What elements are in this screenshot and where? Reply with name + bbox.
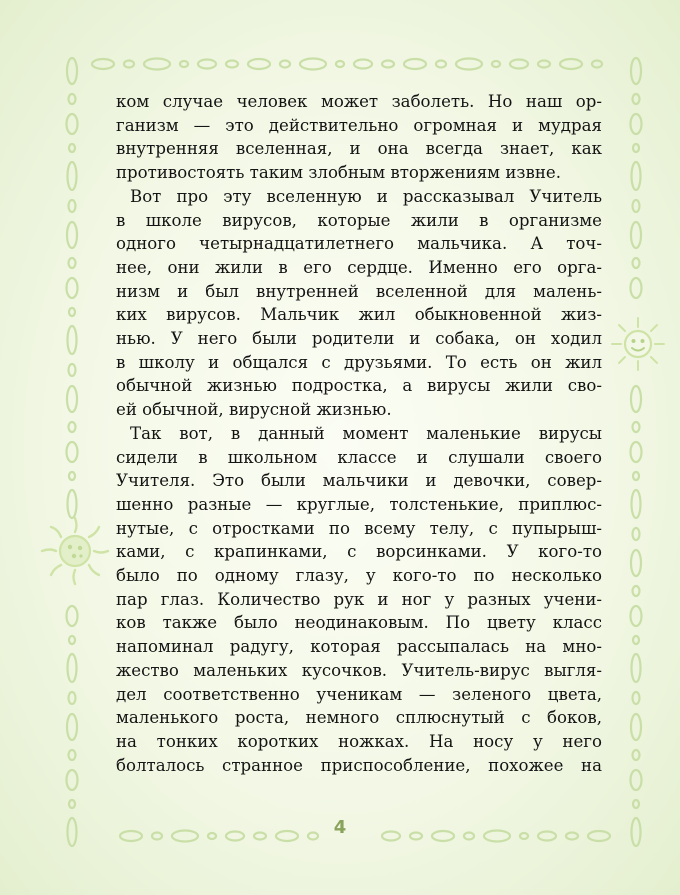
text-line: напоминал радугу, которая рассыпалась на мно- — [116, 637, 602, 657]
border-bead — [300, 59, 326, 70]
border-bead — [92, 59, 114, 69]
border-bead — [280, 61, 290, 68]
text-line: в школе вирусов, которые жили в организме — [116, 210, 602, 230]
text-line: жество маленьких кусочков. Учитель-вирус выгля- — [116, 660, 602, 680]
border-bead — [632, 162, 641, 190]
text-line: шенно разные — круглые, толстенькие, приплюс- — [116, 494, 602, 514]
border-bead — [633, 144, 639, 152]
border-bead — [633, 94, 640, 104]
text-line: противостоять таким злобным вторжениям извне. — [116, 163, 561, 183]
border-bead — [69, 800, 75, 808]
border-bead — [67, 770, 78, 790]
border-bead — [631, 278, 642, 298]
paragraph-2 — [116, 185, 602, 422]
paragraph-3 — [116, 422, 602, 778]
border-bead — [68, 654, 77, 682]
page-number: 4 — [333, 817, 347, 838]
border-bead — [633, 472, 639, 480]
text-line: низм и был внутренней вселенной для малень- — [116, 281, 602, 301]
border-bead — [69, 308, 75, 316]
text-line: дел соответственно ученикам — зеленого цвета, — [116, 684, 602, 704]
border-bead — [404, 59, 426, 69]
text-line: пар глаз. Количество рук и ног у разных учени- — [116, 589, 602, 609]
border-bead — [69, 750, 76, 760]
border-bead — [180, 61, 188, 67]
border-bead — [631, 386, 641, 412]
text-line: одного четырнадцатилетнего мальчика. А точ- — [116, 234, 602, 254]
border-bead — [633, 692, 640, 704]
text-line: ками, с крапинками, с ворсинками. У кого-то — [116, 542, 602, 562]
border-bead — [436, 61, 446, 68]
text-line: на тонких коротких ножках. На носу у него — [116, 731, 602, 751]
border-bead — [69, 422, 76, 432]
border-bead — [67, 114, 78, 134]
text-line: обычной жизнью подростка, а вирусы жили сво- — [116, 376, 602, 396]
border-bead — [144, 59, 170, 70]
text-line: Учителя. Это были мальчики и девочки, совер- — [116, 471, 602, 491]
text-line: ей обычной, вирусной жизнью. — [116, 400, 392, 420]
border-bead — [560, 59, 582, 69]
border-bead — [631, 714, 641, 740]
text-line: болталось странное приспособление, похожее на — [116, 755, 602, 775]
border-bead — [68, 162, 77, 190]
border-bead — [592, 61, 602, 68]
border-bead — [631, 770, 642, 790]
border-bead — [226, 61, 238, 68]
border-bead — [67, 278, 78, 298]
border-bead — [632, 654, 641, 682]
border-bead — [354, 60, 372, 69]
border-bead — [198, 60, 216, 69]
border-bead — [69, 258, 76, 268]
text-line: ких вирусов. Мальчик жил обыкновенной жиз- — [116, 305, 602, 325]
paragraph-1 — [116, 90, 602, 185]
border-bead — [124, 61, 134, 68]
border-bead — [633, 750, 640, 760]
text-line: нутые, с отростками по всему телу, с пупырыш- — [116, 518, 602, 538]
border-bead — [633, 422, 640, 432]
border-bead — [631, 606, 642, 626]
border-bead — [631, 442, 642, 462]
text-line: Вот про эту вселенную и рассказывал Учитель — [130, 186, 602, 206]
smiling-sun-icon — [608, 314, 668, 374]
border-bead — [633, 586, 640, 596]
border-bead — [336, 61, 344, 67]
border-bead — [67, 442, 78, 462]
spiky-sun-icon — [36, 512, 114, 590]
text-line: внутренняя вселенная, и она всегда знает, как — [116, 139, 602, 159]
border-bead — [67, 606, 78, 626]
border-bead — [631, 58, 641, 84]
border-bead — [631, 550, 641, 576]
border-bead — [69, 200, 76, 212]
border-bead — [633, 636, 639, 644]
text-line: ков также было неодинаковым. По цвету класс — [116, 613, 602, 633]
text-line: Так вот, в данный момент маленькие вирусы — [130, 423, 602, 443]
border-bead — [68, 326, 77, 354]
story-text — [116, 90, 602, 777]
border-bead — [633, 200, 640, 212]
border-bead — [631, 114, 642, 134]
border-bead — [69, 94, 76, 104]
border-bead — [69, 144, 75, 152]
border-bead — [69, 472, 75, 480]
border-bead — [633, 528, 640, 540]
text-line: было по одному глазу, у кого-то по несколько — [116, 566, 602, 586]
border-bead — [633, 800, 639, 808]
border-bead — [69, 364, 76, 376]
text-line: в школу и общался с друзьями. То есть он жил — [116, 352, 602, 372]
border-bead — [69, 692, 76, 704]
text-line: ганизм — это действительно огромная и мудрая — [116, 115, 602, 135]
border-bead — [632, 490, 641, 518]
border-bead — [633, 258, 640, 268]
border-bead — [67, 58, 77, 84]
text-line: нее, они жили в его сердце. Именно его орга- — [116, 257, 602, 277]
text-line: маленького роста, немного сплюснутый с боков, — [116, 708, 602, 728]
border-bead — [248, 59, 270, 69]
border-bead — [456, 59, 482, 70]
border-bead — [67, 222, 77, 248]
border-bead — [510, 60, 528, 69]
border-bead — [69, 636, 75, 644]
text-line: ком случае человек может заболеть. Но наш ор- — [116, 92, 602, 111]
border-bead — [67, 386, 77, 412]
text-line: нью. У него были родители и собака, он ходил — [116, 329, 602, 349]
text-line: сидели в школьном классе и слушали своего — [116, 447, 602, 467]
border-bead — [492, 61, 500, 67]
border-bead — [538, 61, 550, 68]
border-bead — [382, 61, 394, 68]
border-bead — [631, 222, 641, 248]
border-bead — [67, 714, 77, 740]
